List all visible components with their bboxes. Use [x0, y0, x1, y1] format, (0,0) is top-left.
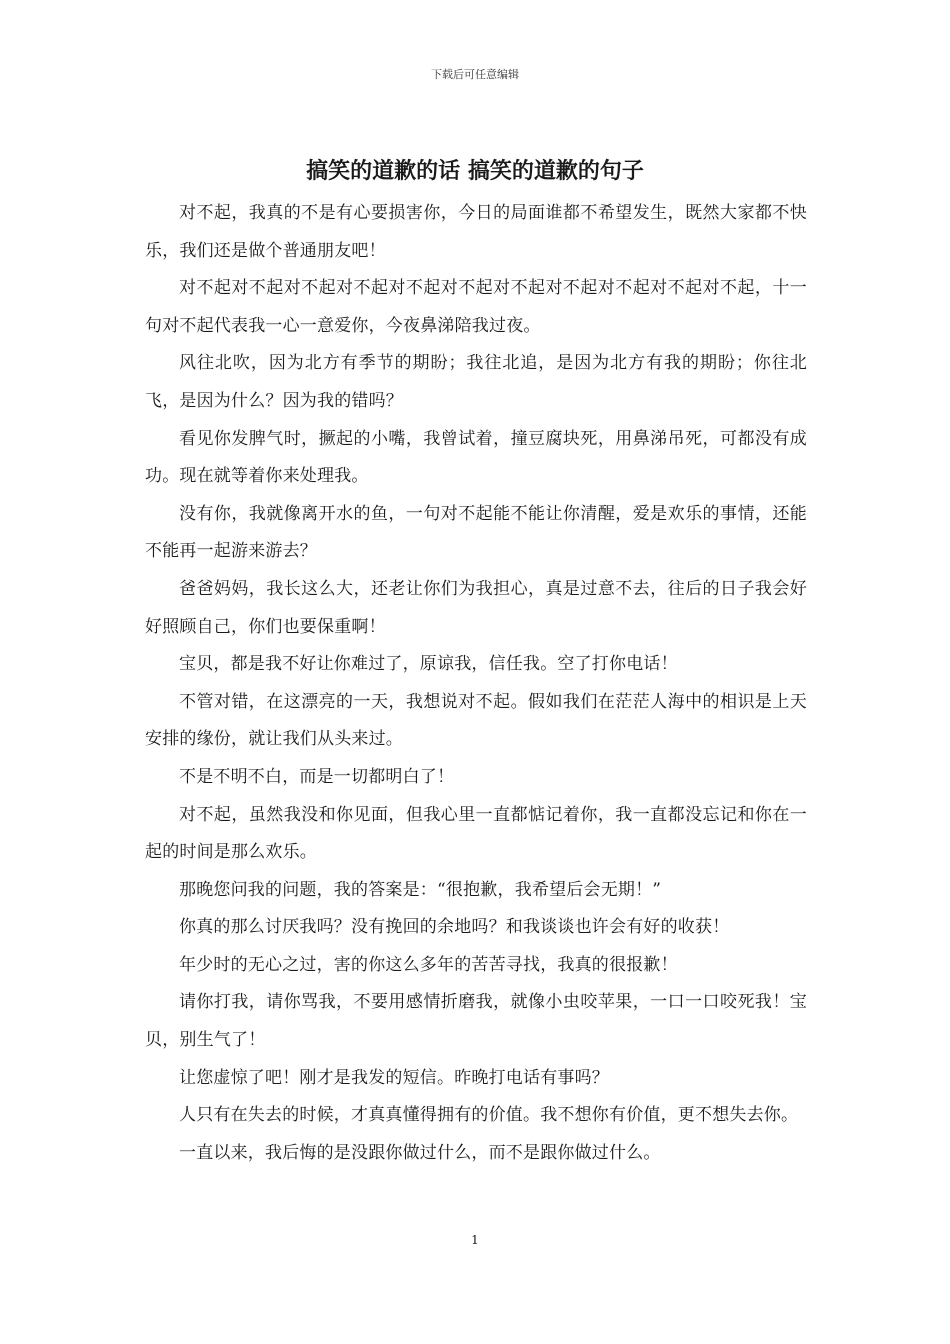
paragraph: 对不起，虽然我没和你见面，但我心里一直都惦记着你，我一直都没忘记和你在一起的时间是那么欢乐。 [145, 804, 807, 863]
paragraph: 你真的那么讨厌我吗？没有挽回的余地吗？和我谈谈也许会有好的收获！ [179, 917, 730, 938]
paragraph: 宝贝，都是我不好让你难过了，原谅我，信任我。空了打你电话！ [179, 654, 678, 675]
paragraph: 请你打我，请你骂我，不要用感情折磨我，就像小虫咬苹果，一口一口咬死我！宝贝，别生气了！ [145, 992, 807, 1051]
paragraph: 对不起，我真的不是有心要损害你，今日的局面谁都不希望发生，既然大家都不快乐，我们还是做个普通朋友吧！ [145, 203, 807, 261]
document-body [145, 195, 807, 1172]
page-number: 1 [471, 1233, 479, 1247]
paragraph: 没有你，我就像离开水的鱼，一句对不起能不能让你清醒，爱是欢乐的事情，还能不能再一起游来游去？ [145, 503, 807, 562]
paragraph: 不是不明不白，而是一切都明白了！ [179, 766, 455, 787]
paragraph: 不管对错，在这漂亮的一天，我想说对不起。假如我们在茫茫人海中的相识是上天安排的缘份，就让我们从头来过。 [145, 691, 807, 750]
paragraph: 年少时的无心之过，害的你这么多年的苦苦寻找，我真的很报歉！ [179, 954, 678, 975]
paragraph: 让您虚惊了吧！刚才是我发的短信。昨晚打电话有事吗？ [179, 1067, 609, 1088]
paragraph: 爸爸妈妈，我长这么大，还老让你们为我担心，真是过意不去，往后的日子我会好好照顾自己，你们也要保重啊！ [145, 578, 807, 637]
paragraph: 那晚您问我的问题，我的答案是：“很抱歉，我希望后会无期！” [179, 879, 662, 900]
document-title: 搞笑的道歉的话 搞笑的道歉的句子 [306, 158, 644, 184]
paragraph: 风往北吹，因为北方有季节的期盼；我往北追，是因为北方有我的期盼；你往北飞，是因为什么？因为我的错吗？ [145, 353, 807, 411]
paragraph: 对不起对不起对不起对不起对不起对不起对不起对不起对不起对不起对不起，十一句对不起代表我一心一意爱你，今夜鼻涕陪我过夜。 [145, 278, 807, 336]
page-header: 下载后可任意编辑 [431, 68, 519, 81]
paragraph: 一直以来，我后悔的是没跟你做过什么，而不是跟你做过什么。 [179, 1142, 661, 1163]
paragraph: 看见你发脾气时，撅起的小嘴，我曾试着，撞豆腐块死，用鼻涕吊死，可都没有成功。现在就等着你来处理我。 [145, 428, 807, 487]
paragraph: 人只有在失去的时候，才真真懂得拥有的价值。我不想你有价值，更不想失去你。 [179, 1105, 799, 1126]
